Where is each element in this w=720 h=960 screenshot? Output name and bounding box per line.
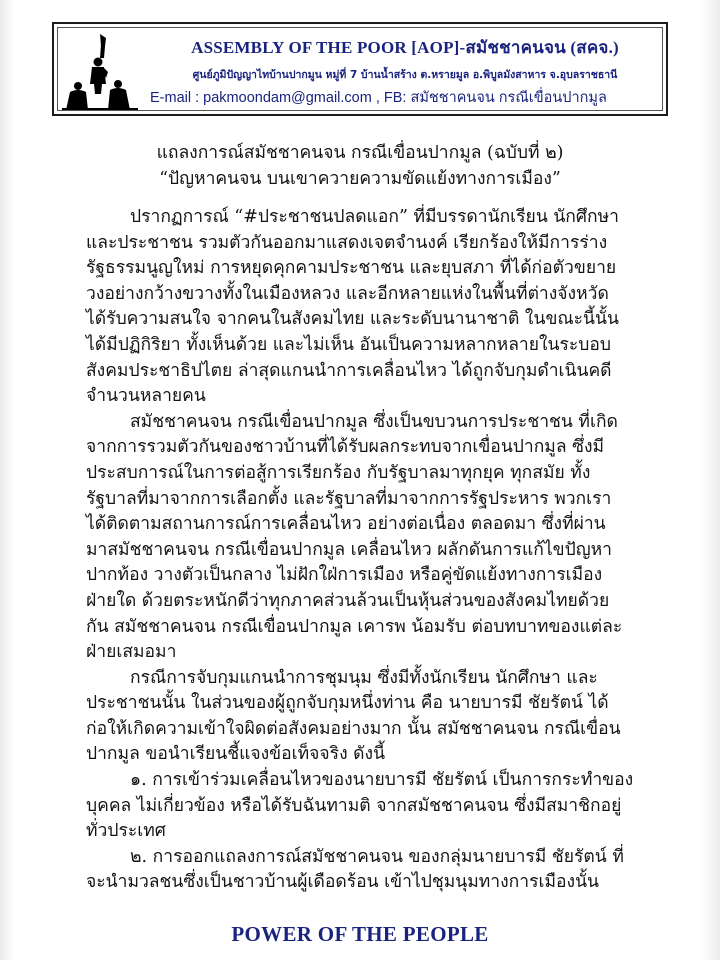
statement-subheading: “ปัญหาคนจน บนเขาควายความขัดแย้งทางการเมือง” [159,169,561,189]
body-line: บุคคล ไม่เกี่ยวข้อง หรือได้รับฉันทามติ จากสมัชชาคนจน ซึ่งมีสมาชิกอยู่ [86,795,622,816]
body-line: ฝ่ายใด ด้วยตระหนักดีว่าทุกภาคส่วนล้วนเป็นหุ้นส่วนของสังคมไทยด้วย [86,590,610,611]
footer-slogan: POWER OF THE PEOPLE [231,922,489,946]
statement-body [86,205,686,896]
body-line: ได้มีปฏิกิริยา ทั้งเห็นด้วย และไม่เห็น อันเป็นความหลากหลายในระบอบ [86,334,612,355]
letterhead [52,22,668,116]
body-line: สังคมประชาธิปไตย ล่าสุดแกนนำการเคลื่อนไหว ได้ถูกจับกุมดำเนินคดี [86,360,612,381]
body-line: สมัชชาคนจน กรณีเขื่อนปากมูล ซึ่งเป็นขบวนการประชาชน ที่เกิด [130,411,618,432]
body-line: ได้รับความสนใจ จากคนในสังคมไทย และระดับนานาชาติ ในขณะนี้นั้น [86,309,619,330]
body-line: รัฐบาลที่มาจากการเลือกตั้ง และรัฐบาลที่มาจากการรัฐประหาร พวกเรา [86,488,612,509]
body-line: รัฐธรรมนูญใหม่ การหยุดคุกคามประชาชน และยุบสภา ที่ได้ก่อตัวขยาย [86,258,617,279]
contact-line: E-mail : pakmoondam@gmail.com , FB: สมัชชาคนจน กรณีเขื่อนปากมูล [150,90,607,106]
body-line: ทั่วประเทศ [86,821,166,842]
body-line: วงอย่างกว้างขวางทั้งในเมืองหลวง และอีกหลายแห่งในพื้นที่ต่างจังหวัด [86,283,609,304]
body-line: ประชาชนนั้น ในส่วนของผู้ถูกจับกุมหนึ่งท่าน คือ นายบารมี ชัยรัตน์ ได้ [86,693,609,714]
body-line: กัน สมัชชาคนจน กรณีเขื่อนปากมูล เคารพ น้อมรับ ต่อบทบาทของแต่ละ [86,616,623,637]
organization-address: ศูนย์ภูมิปัญญาไทบ้านปากมูน หมู่ที่ 7 บ้านน้ำสร้าง ต.หรายมูล อ.พิบูลมังสาหาร จ.อุบลราชธานี [192,69,618,81]
organization-title: ASSEMBLY OF THE POOR [AOP]-สมัชชาคนจน (สคจ.) [191,38,619,57]
body-line: ปากท้อง วางตัวเป็นกลาง ไม่ฝักใฝ่การเมือง หรือคู่ขัดแย้งทางการเมือง [86,565,603,586]
body-line: ก่อให้เกิดความเข้าใจผิดต่อสังคมอย่างมาก นั้น สมัชชาคนจน กรณีเขื่อน [86,718,621,739]
body-line: ฝ่ายเสมอมา [86,642,177,663]
body-line: ๑. การเข้าร่วมเคลื่อนไหวของนายบารมี ชัยรัตน์ เป็นการกระทำของ [130,770,634,791]
body-line: ปากมูล ขอนำเรียนชี้แจงข้อเท็จจริง ดังนี้ [86,744,386,765]
raised-fist-figures-logo [60,32,140,112]
body-line: กรณีการจับกุมแกนนำการชุมนุม ซึ่งมีทั้งนักเรียน นักศึกษา และ [130,667,598,688]
body-line: มาสมัชชาคนจน กรณีเขื่อนปากมูล เคลื่อนไหว ผลักดันการแก้ไขปัญหา [86,539,612,560]
body-line: ๒. การออกแถลงการณ์สมัชชาคนจน ของกลุ่มนายบารมี ชัยรัตน์ ที่ [130,846,624,867]
body-line: จำนวนหลายคน [86,386,206,407]
body-line: ปรากฏการณ์ “#ประชาชนปลดแอก” ที่มีบรรดานักเรียน นักศึกษา [130,207,619,227]
body-line: ประสบการณ์ในการต่อสู้การเรียกร้อง กับรัฐบาลมาทุกยุค ทุกสมัย ทั้ง [86,462,591,483]
body-line: และประชาชน รวมตัวกันออกมาแสดงเจตจำนงค์ เรียกร้องให้มีการร่าง [86,232,608,253]
body-line: จากการรวมตัวกันของชาวบ้านที่ได้รับผลกระทบจากเขื่อนปากมูล ซึ่งมี [86,437,605,458]
body-line: จะนำมวลชนซึ่งเป็นชาวบ้านผู้เดือดร้อน เข้าไปชุมนุมทางการเมืองนั้น [86,872,600,893]
body-line: ได้ติดตามสถานการณ์การเคลื่อนไหว อย่างต่อเนื่อง ตลอดมา ซึ่งที่ผ่าน [86,514,606,535]
statement-heading: แถลงการณ์สมัชชาคนจน กรณีเขื่อนปากมูล (ฉบับที่ ๒) [156,143,564,163]
